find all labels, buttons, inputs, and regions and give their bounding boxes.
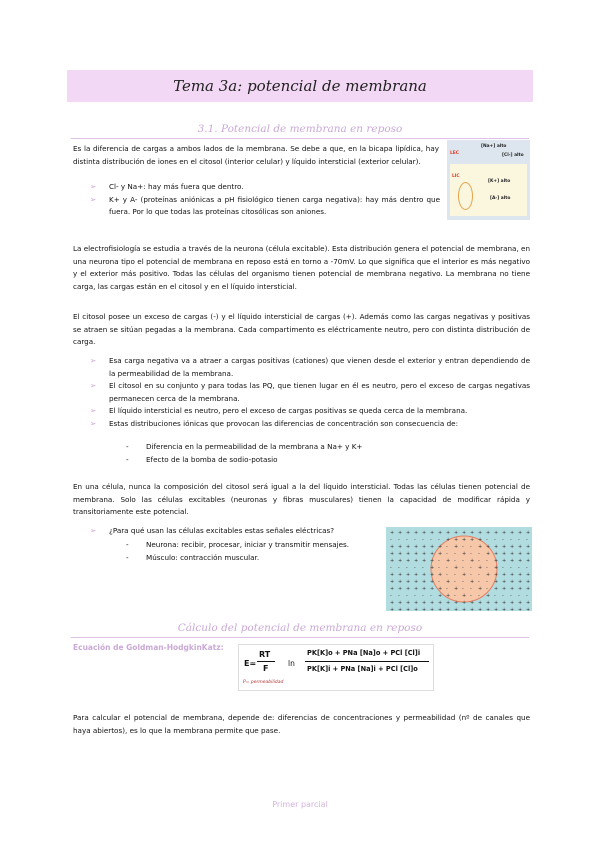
list-item: ➢ K+ y A- (proteínas aniónicas a pH fisiológico tienen carga negativa): hay más dentro que fuera. Por lo que todas las proteínas citosólicas son aniones. xyxy=(90,194,440,219)
charge-sign: + xyxy=(494,586,499,592)
section-title-calculo: Cálculo del potencial de membrana en reposo xyxy=(177,622,423,634)
charge-sign: + xyxy=(390,579,395,585)
charge-sign: + xyxy=(478,586,483,592)
charge-sign: - xyxy=(494,593,496,599)
charge-sign: + xyxy=(518,551,523,557)
cause-list xyxy=(126,441,506,466)
charge-sign: - xyxy=(462,544,464,550)
charge-sign: + xyxy=(518,572,523,578)
charge-sign: - xyxy=(414,593,416,599)
eq-f: F xyxy=(263,664,269,673)
charge-sign: + xyxy=(406,572,411,578)
charge-bullets xyxy=(90,355,530,430)
a-label: [A-] alto xyxy=(490,196,511,201)
charge-sign: + xyxy=(430,579,435,585)
charge-sign: + xyxy=(478,600,483,606)
charge-sign: + xyxy=(430,600,435,606)
charge-sign: + xyxy=(414,607,419,611)
charge-sign: - xyxy=(438,537,440,543)
charge-sign: + xyxy=(406,586,411,592)
charge-sign: - xyxy=(510,593,512,599)
charge-sign: - xyxy=(486,586,488,592)
charge-sign: + xyxy=(526,544,531,550)
charge-sign: + xyxy=(526,607,531,611)
charge-sign: + xyxy=(462,572,467,578)
eq-ln: ln xyxy=(288,659,295,668)
charge-sign: + xyxy=(470,600,475,606)
eq-denominator: PK[K]i + PNa [Na]i + PCl [Cl]o xyxy=(307,665,418,673)
charge-sign: - xyxy=(486,579,488,585)
charge-sign: + xyxy=(470,537,475,543)
charge-sign: + xyxy=(446,607,451,611)
charge-sign: + xyxy=(438,586,443,592)
charge-sign: + xyxy=(518,558,523,564)
charge-sign: - xyxy=(526,537,528,543)
charge-sign: + xyxy=(526,558,531,564)
charge-sign: - xyxy=(462,579,464,585)
charge-sign: + xyxy=(494,607,499,611)
charge-sign: + xyxy=(422,558,427,564)
na-label: [Na+] alto xyxy=(481,144,507,149)
charge-sign: + xyxy=(390,572,395,578)
charge-sign: + xyxy=(510,530,515,536)
list-item: - Efecto de la bomba de sodio-potasio xyxy=(126,454,506,467)
charge-sign: + xyxy=(422,544,427,550)
charge-sign: - xyxy=(478,579,480,585)
charge-sign: + xyxy=(510,607,515,611)
list-item: - Músculo: contracción muscular. xyxy=(126,552,386,565)
charge-sign: + xyxy=(502,530,507,536)
list-item: ➢ El líquido intersticial es neutro, pero el exceso de cargas positivas se queda cerca de la membrana. xyxy=(90,405,530,418)
charge-sign: + xyxy=(422,572,427,578)
charge-sign: + xyxy=(422,607,427,611)
charge-sign: + xyxy=(502,551,507,557)
charge-sign: + xyxy=(462,551,467,557)
charge-sign: + xyxy=(438,600,443,606)
charge-sign: + xyxy=(510,586,515,592)
charge-sign: + xyxy=(430,551,435,557)
charge-sign: + xyxy=(494,572,499,578)
lic-label: LIC xyxy=(452,174,460,179)
charge-sign: + xyxy=(526,572,531,578)
charge-sign: + xyxy=(390,551,395,557)
eq-note: P= permeabilidad xyxy=(243,680,284,685)
charge-sign: - xyxy=(398,537,400,543)
charge-sign: + xyxy=(422,530,427,536)
question-bullets xyxy=(90,525,380,538)
charge-sign: - xyxy=(422,593,424,599)
cell-outline xyxy=(458,182,473,210)
calculation-paragraph: Para calcular el potencial de membrana, depende de: diferencias de concentraciones y permeabilidad (nº de canales que haya abiertos), es lo que la membrana permite que pase. xyxy=(73,713,530,735)
charge-sign: + xyxy=(502,572,507,578)
charge-sign: - xyxy=(390,593,392,599)
charge-distribution-svg xyxy=(386,527,532,611)
charge-sign: + xyxy=(414,600,419,606)
charge-sign: - xyxy=(478,572,480,578)
charge-sign: + xyxy=(414,544,419,550)
charge-sign: - xyxy=(422,537,424,543)
charge-sign: + xyxy=(414,551,419,557)
charge-sign: + xyxy=(430,544,435,550)
charge-sign: + xyxy=(478,565,483,571)
eq-rt-bar xyxy=(257,661,275,662)
charge-sign: - xyxy=(486,537,488,543)
charge-sign: + xyxy=(494,579,499,585)
charge-sign: - xyxy=(438,579,440,585)
charge-sign: - xyxy=(470,593,472,599)
charge-sign: - xyxy=(414,537,416,543)
charge-sign: + xyxy=(510,600,515,606)
list-item: ➢ ¿Para qué usan las células excitables estas señales eléctricas? xyxy=(90,525,380,538)
charge-sign: + xyxy=(414,558,419,564)
charge-sign: - xyxy=(518,593,520,599)
charge-sign: + xyxy=(422,579,427,585)
charge-sign: + xyxy=(510,579,515,585)
charge-sign: + xyxy=(430,530,435,536)
charge-sign: + xyxy=(438,572,443,578)
charge-sign: + xyxy=(430,572,435,578)
charge-sign: + xyxy=(518,579,523,585)
ion-bullets xyxy=(90,181,440,219)
charge-sign: + xyxy=(422,586,427,592)
charge-sign: + xyxy=(398,600,403,606)
charge-sign: + xyxy=(406,607,411,611)
charge-sign: + xyxy=(446,558,451,564)
charge-sign: + xyxy=(470,530,475,536)
charge-sign: + xyxy=(430,565,435,571)
equation-label: Ecuación de Goldman-HodgkinKatz: xyxy=(73,643,224,652)
charge-sign: + xyxy=(398,551,403,557)
charge-sign: + xyxy=(518,607,523,611)
charge-sign: + xyxy=(526,530,531,536)
charge-sign: - xyxy=(406,537,408,543)
charge-sign: - xyxy=(446,565,448,571)
charge-sign: + xyxy=(422,600,427,606)
charge-sign: - xyxy=(486,565,488,571)
charge-distribution-figure xyxy=(386,527,532,611)
charge-sign: + xyxy=(526,586,531,592)
charge-sign: + xyxy=(510,544,515,550)
charge-sign: + xyxy=(462,607,467,611)
charge-sign: - xyxy=(446,544,448,550)
charge-sign: - xyxy=(494,537,496,543)
charge-sign: + xyxy=(526,551,531,557)
charge-sign: - xyxy=(390,537,392,543)
charge-sign: + xyxy=(398,586,403,592)
charge-sign: + xyxy=(406,551,411,557)
eq-rt: RT xyxy=(259,650,271,659)
charge-sign: + xyxy=(438,544,443,550)
charge-sign: + xyxy=(494,551,499,557)
charge-sign: - xyxy=(454,579,456,585)
excitable-cells-paragraph: En una célula, nunca la composición del citosol será igual a la del líquido intersticial. Todas las células tienen potencial de membrana. Solo las células excitables (neuronas y fibras musculares) tienen la capacidad de modificar rápida y transitoriamente este potencial. xyxy=(73,482,530,516)
charge-sign: + xyxy=(478,607,483,611)
charge-sign: + xyxy=(454,530,459,536)
k-label: [K+] alto xyxy=(488,179,511,184)
signal-uses-list xyxy=(126,539,386,564)
page-title-banner xyxy=(67,70,533,102)
charge-sign: + xyxy=(462,600,467,606)
charge-sign: + xyxy=(470,579,475,585)
charge-sign: + xyxy=(478,530,483,536)
charge-sign: + xyxy=(430,586,435,592)
charge-sign: + xyxy=(486,600,491,606)
charge-sign: - xyxy=(398,593,400,599)
charge-sign: + xyxy=(430,607,435,611)
charge-sign: - xyxy=(486,558,488,564)
charge-sign: + xyxy=(390,530,395,536)
charge-sign: - xyxy=(446,586,448,592)
charge-sign: + xyxy=(390,544,395,550)
charge-sign: - xyxy=(454,558,456,564)
charge-sign: + xyxy=(398,558,403,564)
charge-sign: - xyxy=(502,537,504,543)
charge-sign: - xyxy=(438,565,440,571)
section-title-reposo: 3.1. Potencial de membrana en reposo xyxy=(197,123,403,135)
charge-sign: + xyxy=(406,530,411,536)
charge-sign: + xyxy=(390,586,395,592)
charge-sign: + xyxy=(502,600,507,606)
charge-sign: - xyxy=(470,572,472,578)
charge-sign: + xyxy=(438,530,443,536)
charge-sign: + xyxy=(454,565,459,571)
charge-sign: + xyxy=(462,537,467,543)
charge-sign: - xyxy=(414,565,416,571)
charge-sign: + xyxy=(502,579,507,585)
charge-sign: + xyxy=(510,551,515,557)
charge-sign: + xyxy=(390,600,395,606)
charge-sign: + xyxy=(478,544,483,550)
charge-sign: + xyxy=(486,572,491,578)
charge-sign: - xyxy=(462,586,464,592)
charge-sign: - xyxy=(406,565,408,571)
charge-sign: + xyxy=(510,572,515,578)
charge-sign: + xyxy=(454,600,459,606)
charge-sign: + xyxy=(486,530,491,536)
charge-sign: + xyxy=(494,544,499,550)
charge-sign: + xyxy=(526,600,531,606)
footer: Primer parcial xyxy=(272,800,328,809)
charge-sign: - xyxy=(470,586,472,592)
list-item: ➢ Estas distribuciones iónicas que provocan las diferencias de concentración son consecuencia de: xyxy=(90,418,530,431)
charge-sign: + xyxy=(414,530,419,536)
charge-sign: - xyxy=(430,537,432,543)
charge-sign: + xyxy=(430,558,435,564)
charge-sign: + xyxy=(406,558,411,564)
charge-sign: + xyxy=(478,537,483,543)
charge-sign: + xyxy=(398,544,403,550)
charge-sign: + xyxy=(406,600,411,606)
charge-sign: + xyxy=(518,586,523,592)
eq-numerator: PK[K]o + PNa [Na]o + PCl [Cl]i xyxy=(307,649,421,657)
charge-sign: + xyxy=(422,551,427,557)
charge-sign: + xyxy=(470,558,475,564)
charge-sign: + xyxy=(510,558,515,564)
charge-sign: + xyxy=(462,593,467,599)
charge-sign: + xyxy=(486,544,491,550)
charge-sign: - xyxy=(526,593,528,599)
ion-distribution-figure xyxy=(447,140,530,220)
charge-sign: + xyxy=(502,607,507,611)
charge-sign: - xyxy=(462,558,464,564)
charge-sign: + xyxy=(494,530,499,536)
charge-sign: + xyxy=(470,607,475,611)
charge-sign: - xyxy=(462,565,464,571)
charge-sign: + xyxy=(446,579,451,585)
charge-sign: + xyxy=(414,572,419,578)
charge-sign: + xyxy=(526,579,531,585)
charge-sign: + xyxy=(486,551,491,557)
lec-label: LEC xyxy=(450,151,460,156)
charge-sign: + xyxy=(398,572,403,578)
charge-sign: - xyxy=(430,593,432,599)
charge-sign: - xyxy=(446,551,448,557)
charge-sign: - xyxy=(422,565,424,571)
charge-sign: + xyxy=(454,586,459,592)
charge-sign: - xyxy=(518,537,520,543)
charge-sign: + xyxy=(454,607,459,611)
charge-sign: - xyxy=(526,565,528,571)
charge-sign: - xyxy=(454,593,456,599)
charge-sign: - xyxy=(470,565,472,571)
charge-sign: + xyxy=(494,600,499,606)
charge-sign: + xyxy=(454,537,459,543)
charge-sign: + xyxy=(462,530,467,536)
charge-sign: - xyxy=(398,565,400,571)
charge-sign: + xyxy=(518,544,523,550)
charge-sign: - xyxy=(446,572,448,578)
eq-fraction-bar xyxy=(305,661,429,662)
charge-sign: - xyxy=(478,558,480,564)
charge-sign: + xyxy=(438,551,443,557)
section-divider xyxy=(71,138,529,139)
charge-sign: + xyxy=(398,607,403,611)
charge-sign: + xyxy=(518,600,523,606)
charge-sign: + xyxy=(406,579,411,585)
electrophysiology-paragraph: La electrofisiología se estudia a través de la neurona (célula excitable). Esta distribución genera el potencial de membrana, en una neurona tipo el potencial de membrana en reposo está en torno a -70mV. Lo que significa que el interior es más negativo y el exterior más positivo. Todas las células del organismo tienen potencial de membrana negativo. La membrana no tiene carga, las cargas están en el citosol y en el líquido intersticial. xyxy=(73,244,530,291)
charge-sign: - xyxy=(406,593,408,599)
charge-sign: + xyxy=(446,530,451,536)
charge-sign: + xyxy=(494,565,499,571)
charge-sign: + xyxy=(494,558,499,564)
charge-sign: + xyxy=(390,607,395,611)
list-item: - Diferencia en la permeabilidad de la membrana a Na+ y K+ xyxy=(126,441,506,454)
charge-sign: + xyxy=(398,530,403,536)
charge-sign: + xyxy=(446,600,451,606)
charge-sign: - xyxy=(390,565,392,571)
page-title: Tema 3a: potencial de membrana xyxy=(173,77,427,95)
section-divider xyxy=(71,637,529,638)
charge-sign: - xyxy=(438,558,440,564)
list-item: ➢ Esa carga negativa va a atraer a cargas positivas (cationes) que vienen desde el exterior y entran dependiendo de la permeabilidad de la membrana. xyxy=(90,355,530,380)
charge-sign: + xyxy=(414,586,419,592)
charge-sign: + xyxy=(446,593,451,599)
charge-sign: + xyxy=(518,530,523,536)
charge-sign: - xyxy=(518,565,520,571)
charge-sign: + xyxy=(486,607,491,611)
charge-sign: + xyxy=(486,593,491,599)
list-item: ➢ El citosol en su conjunto y para todas las PQ, que tienen lugar en él es neutro, pero el exceso de cargas negativas permanecen cerca de la membrana. xyxy=(90,380,530,405)
charge-sign: + xyxy=(406,544,411,550)
charge-sign: + xyxy=(438,593,443,599)
list-item: ➢ Cl- y Na+: hay más fuera que dentro. xyxy=(90,181,440,194)
eq-e: E= xyxy=(244,659,257,668)
charge-sign: - xyxy=(510,537,512,543)
charge-sign: - xyxy=(478,593,480,599)
charge-sign: + xyxy=(390,558,395,564)
charge-sign: - xyxy=(454,572,456,578)
charge-sign: - xyxy=(478,551,480,557)
goldman-equation xyxy=(238,644,434,691)
charge-sign: - xyxy=(470,544,472,550)
charge-sign: + xyxy=(502,558,507,564)
charge-sign: + xyxy=(398,579,403,585)
charge-sign: - xyxy=(510,565,512,571)
charge-sign: - xyxy=(454,551,456,557)
intro-paragraph: Es la diferencia de cargas a ambos lados de la membrana. Se debe a que, en la bicapa lipídica, hay distinta distribución de iones en el citosol (interior celular) y líquido intersticial (exterior celular). xyxy=(73,144,439,166)
charge-sign: - xyxy=(502,593,504,599)
charge-sign: + xyxy=(438,607,443,611)
charge-sign: + xyxy=(454,544,459,550)
charge-sign: + xyxy=(502,544,507,550)
charge-sign: + xyxy=(414,579,419,585)
charge-sign: - xyxy=(470,551,472,557)
cytosol-paragraph: El citosol posee un exceso de cargas (-) y el líquido intersticial de cargas (+). Además como las cargas negativas y positivas se atraen se sitúan pegadas a la membrana. Cada compartimento es eléctricamente neutro, pero con distinta distribución de carga. xyxy=(73,312,530,346)
cl-label: [Cl-] alto xyxy=(502,153,524,158)
charge-sign: + xyxy=(446,537,451,543)
charge-sign: + xyxy=(502,586,507,592)
list-item: - Neurona: recibir, procesar, iniciar y transmitir mensajes. xyxy=(126,539,386,552)
charge-sign: - xyxy=(502,565,504,571)
